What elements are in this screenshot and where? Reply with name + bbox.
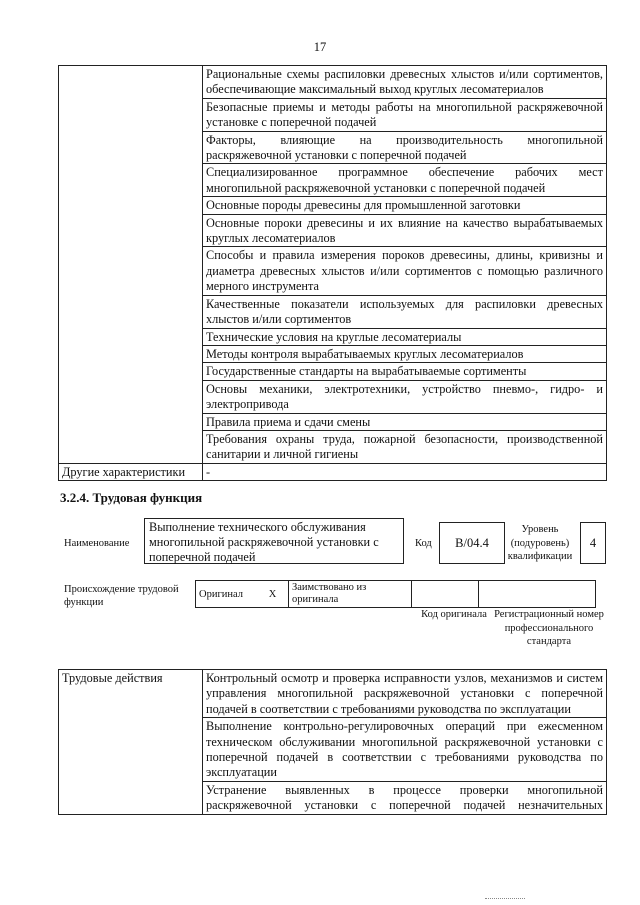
knowledge-item: Методы контроля вырабатываемых круглых лесоматериалов (203, 345, 607, 362)
labor-action-item: Устранение выявленных в процессе проверки многопильной раскряжевочной установки с поперечной подачей незначительных (203, 781, 607, 814)
knowledge-item: Безопасные приемы и методы работы на многопильной раскряжевочной установке с поперечной подачей (203, 98, 607, 131)
knowledge-item: Правила приема и сдачи смены (203, 413, 607, 430)
table-row (59, 670, 607, 718)
knowledge-item: Специализированное программное обеспечение рабочих мест многопильной раскряжевочной установки с поперечной подачей (203, 164, 607, 197)
labor-action-item: Контрольный осмотр и проверка исправности узлов, механизмов и систем управления многопильной раскряжевочной установки с поперечной подачей в соответствии с требованиями руководства по эксплуатации (203, 670, 607, 718)
origin-reg-cell (479, 581, 596, 608)
knowledge-item: Технические условия на круглые лесоматериалы (203, 328, 607, 345)
table-row (196, 581, 596, 608)
footer-mark (485, 898, 525, 901)
knowledge-item: Требования охраны труда, пожарной безопасности, производственной санитарии и личной гигиены (203, 430, 607, 463)
knowledge-item: Основные породы древесины для промышленной заготовки (203, 197, 607, 214)
origin-borrowed-label: Заимствовано из оригинала (289, 581, 412, 608)
origin-label: Происхождение трудовой функции (64, 584, 179, 608)
knowledge-item: Государственные стандарты на вырабатываемые сортименты (203, 363, 607, 380)
caption-registration-number: Регистрационный номер профессионального стандарта (494, 609, 604, 647)
name-value: Выполнение технического обслуживания многопильной раскряжевочной установки с поперечной подачей (144, 518, 404, 564)
knowledge-item: Рациональные схемы распиловки древесных хлыстов и/или сортиментов, обеспечивающие максимальный выход круглых лесоматериалов (203, 66, 607, 99)
code-value: B/04.4 (439, 522, 505, 564)
knowledge-table (58, 65, 607, 481)
knowledge-item: Качественные показатели используемых для распиловки древесных хлыстов и/или сортиментов (203, 295, 607, 328)
origin-code-cell (412, 581, 479, 608)
table-row (59, 66, 607, 99)
knowledge-item: Способы и правила измерения пороков древесины, длины, кривизны и диаметра древесных хлыстов и/или сортиментов с помощью различного мерного инструмента (203, 247, 607, 295)
table-row (59, 463, 607, 480)
name-label: Наименование (64, 538, 130, 549)
knowledge-item: Основные пороки древесины и их влияние на качество вырабатываемых круглых лесоматериалов (203, 214, 607, 247)
labor-actions-label: Трудовые действия (59, 670, 203, 815)
other-characteristics-label: Другие характеристики (59, 463, 203, 480)
other-characteristics-value: - (203, 463, 607, 480)
code-label: Код (415, 538, 432, 549)
origin-original-label: Оригинал (196, 581, 258, 608)
page-number: 17 (313, 40, 327, 54)
level-value: 4 (580, 522, 606, 564)
table-cell-empty (59, 66, 203, 464)
knowledge-item: Факторы, влияющие на производительность многопильной раскряжевочной установки с поперечной подачей (203, 131, 607, 164)
origin-table (195, 580, 596, 608)
caption-original-code: Код оригинала (421, 609, 487, 620)
origin-mark: X (257, 581, 289, 608)
section-heading: 3.2.4. Трудовая функция (60, 490, 203, 505)
level-label: Уровень (подуровень) квалификации (507, 524, 573, 562)
labor-actions-table (58, 669, 607, 815)
knowledge-item: Основы механики, электротехники, устройство пневмо-, гидро- и электропривода (203, 380, 607, 413)
labor-action-item: Выполнение контрольно-регулировочных операций при ежесменном техническом обслуживании многопильной раскряжевочной установки с поперечной подачей в соответствии с требованиями руководства по эксплуатации (203, 718, 607, 782)
